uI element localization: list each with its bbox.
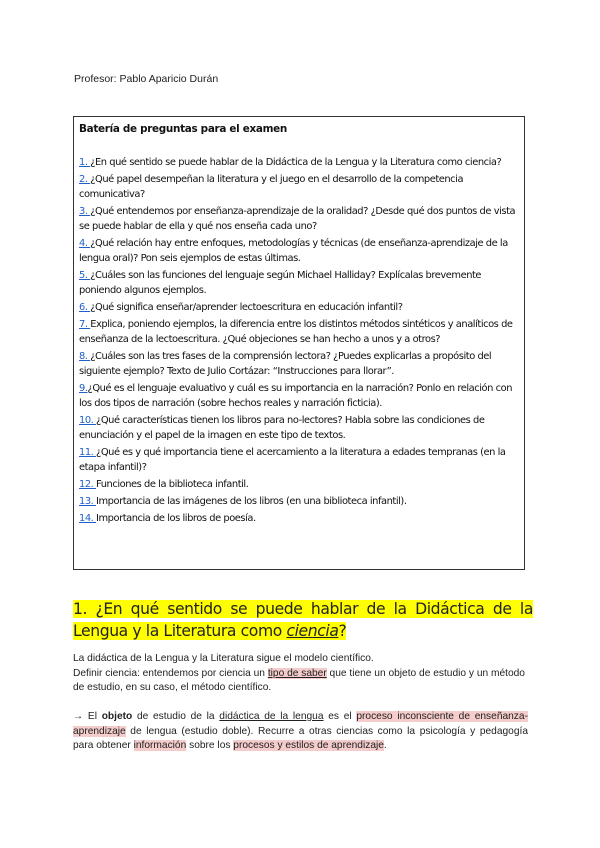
question-text: ¿Qué significa enseñar/aprender lectoescritura en educación infantil? — [90, 302, 403, 313]
definition-text-end: que tiene un objeto de estudio y un método de estudio, en su caso, el método científico. — [73, 667, 525, 693]
question-item — [79, 413, 519, 443]
paragraph-line-1: La didáctica de la Lengua y la Literatura sigue el modelo científico. — [73, 653, 374, 664]
question-text: Importancia de los libros de poesía. — [96, 513, 256, 524]
question-item — [79, 381, 519, 411]
highlight-tipo-de-saber: tipo de saber — [267, 667, 327, 679]
text-segment: es el — [323, 711, 357, 722]
heading-end: ? — [338, 622, 347, 640]
text-segment: de lengua (estudio doble). Recurre a otras ciencias como la psicología y pedagogía para obtener — [73, 725, 528, 751]
question-text: ¿Qué papel desempeñan la literatura y el juego en el desarrollo de la competencia comunicativa? — [79, 174, 464, 200]
section-heading — [73, 598, 533, 642]
question-number-link[interactable]: 6. — [79, 302, 91, 313]
paragraph-definition — [73, 652, 528, 696]
question-number-link[interactable]: 3. — [79, 206, 91, 217]
question-item — [79, 268, 519, 298]
question-text: Explica, poniendo ejemplos, la diferencia entre los distintos métodos sintéticos y analíticos de enseñanza de la lectoescritura. ¿Qué objeciones se han hecho a unos y a otros? — [79, 319, 513, 345]
question-list — [79, 155, 519, 526]
question-text: ¿Qué es y qué importancia tiene el acercamiento a la literatura a edades tempranas (en la etapa infantil)? — [79, 447, 506, 473]
highlight-procesos: procesos y estilos de aprendizaje — [233, 740, 384, 751]
question-item — [79, 445, 519, 475]
question-number-link[interactable]: 11. — [79, 447, 97, 458]
arrow-text: → El — [73, 711, 102, 722]
text-segment: . — [383, 740, 387, 751]
question-number-link[interactable]: 14. — [79, 513, 97, 524]
text-segment: de estudio de la — [132, 711, 220, 722]
question-number-link[interactable]: 8. — [79, 351, 91, 362]
question-text: ¿Qué es el lenguaje evaluativo y cuál es su importancia en la narración? Ponlo en relación con los dos tipos de narración (sobre hechos reales y narración ficticia). — [79, 383, 513, 409]
question-number-link[interactable]: 12. — [79, 479, 97, 490]
bold-objeto: objeto — [101, 711, 133, 722]
highlight-informacion: información — [133, 740, 187, 751]
question-number-link[interactable]: 10. — [79, 415, 97, 426]
underlined-didactica: didáctica de la lengua — [219, 711, 324, 722]
question-item — [79, 172, 519, 202]
heading-text: 1. ¿En qué sentido se puede hablar de la Didáctica de la Lengua y la Literatura como — [73, 600, 533, 640]
question-number-link[interactable]: 1. — [79, 157, 91, 168]
question-text: Importancia de las imágenes de los libros (en una biblioteca infantil). — [96, 496, 407, 507]
question-number-link[interactable]: 7. — [79, 319, 91, 330]
question-number-link[interactable]: 5. — [79, 270, 91, 281]
question-item — [79, 511, 519, 526]
text-segment: sobre los — [186, 740, 234, 751]
question-number-link[interactable]: 4. — [79, 238, 91, 249]
question-text: ¿Qué entendemos por enseñanza-aprendizaje de la oralidad? ¿Desde qué dos puntos de vista se puede hablar de ella y qué nos enseña cada uno? — [79, 206, 516, 232]
question-item — [79, 477, 519, 492]
question-box — [73, 116, 525, 570]
question-box-title: Batería de preguntas para el examen — [79, 123, 287, 135]
question-text: ¿Qué características tienen los libros para no-lectores? Habla sobre las condiciones de enunciación y el papel de la imagen en este tipo de textos. — [79, 415, 485, 441]
question-text: ¿Cuáles son las funciones del lenguaje según Michael Halliday? Explícalas brevemente poniendo algunos ejemplos. — [79, 270, 482, 296]
question-text: ¿En qué sentido se puede hablar de la Didáctica de la Lengua y la Literatura como ciencia? — [90, 157, 502, 168]
question-item — [79, 155, 519, 170]
heading-emphasis: ciencia — [286, 622, 339, 640]
definition-text: Definir ciencia: entendemos por ciencia un — [73, 667, 268, 679]
question-item — [79, 204, 519, 234]
question-item — [79, 236, 519, 266]
question-number-link[interactable]: 2. — [79, 174, 91, 185]
professor-name: Profesor: Pablo Aparicio Durán — [74, 73, 219, 85]
question-item — [79, 349, 519, 379]
highlight-proceso: proceso inconsciente de enseñanza- aprendizaje — [73, 711, 528, 737]
paragraph-objeto — [73, 710, 528, 754]
question-number-link[interactable]: 13. — [79, 496, 97, 507]
question-text: ¿Cuáles son las tres fases de la comprensión lectora? ¿Puedes explicarlas a propósito del siguiente ejemplo? Texto de Julio Cortázar: “Instrucciones para llorar”. — [79, 351, 492, 377]
question-item — [79, 494, 519, 509]
question-item — [79, 300, 519, 315]
question-text: ¿Qué relación hay entre enfoques, metodologías y técnicas (de enseñanza-aprendizaje de la lengua oral)? Pon seis ejemplos de estas últimas. — [79, 238, 508, 264]
question-text: Funciones de la biblioteca infantil. — [96, 479, 249, 490]
question-item — [79, 317, 519, 347]
question-number-link[interactable]: 9. — [79, 383, 88, 394]
